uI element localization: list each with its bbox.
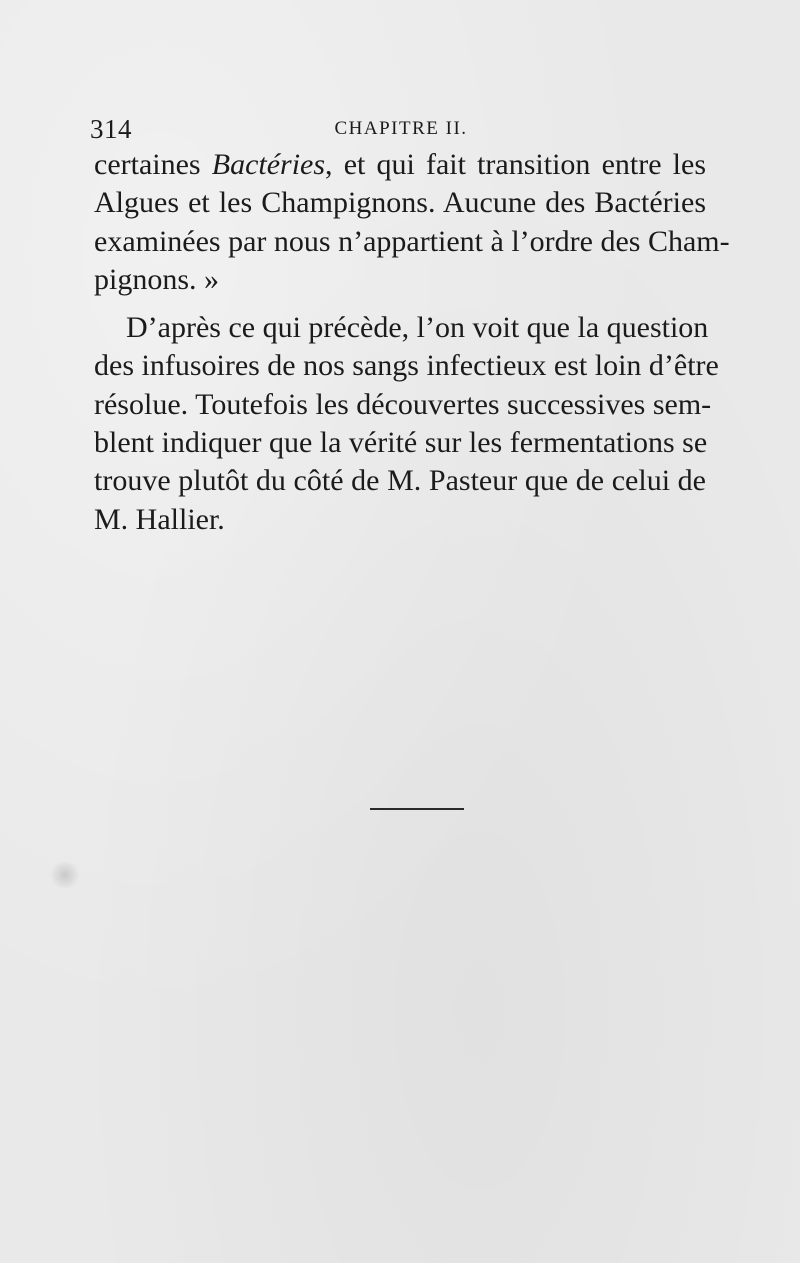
text-line: des infusoires de nos sangs infectieux est loin d’être	[94, 349, 719, 383]
italic-term: Bactéries	[211, 148, 326, 181]
section-end-rule	[370, 808, 464, 810]
text-line: trouve plutôt du côté de M. Pasteur que de celui de	[94, 464, 706, 498]
chapter-title: CHAPITRE II.	[334, 118, 468, 139]
page-number: 314	[90, 114, 132, 144]
text-line: blent indiquer que la vérité sur les fermentations se	[94, 426, 708, 460]
text-line: certaines Bactéries, et qui fait transition entre les	[94, 148, 706, 181]
text-line: M. Hallier.	[94, 502, 225, 536]
text-line: examinées par nous n’appartient à l’ordre des Cham-	[94, 224, 730, 258]
paragraph-conclusion	[94, 309, 719, 539]
text-line: Algues et les Champignons. Aucune des Bactéries	[94, 186, 706, 220]
text-line: pignons. »	[94, 262, 220, 296]
text-line: D’après ce qui précède, l’on voit que la question	[126, 311, 709, 345]
body-text	[94, 146, 730, 539]
paragraph-continuation	[94, 146, 730, 299]
running-head	[90, 112, 700, 148]
ink-smudge	[48, 862, 82, 888]
text-line: résolue. Toutefois les découvertes successives sem-	[94, 387, 712, 421]
